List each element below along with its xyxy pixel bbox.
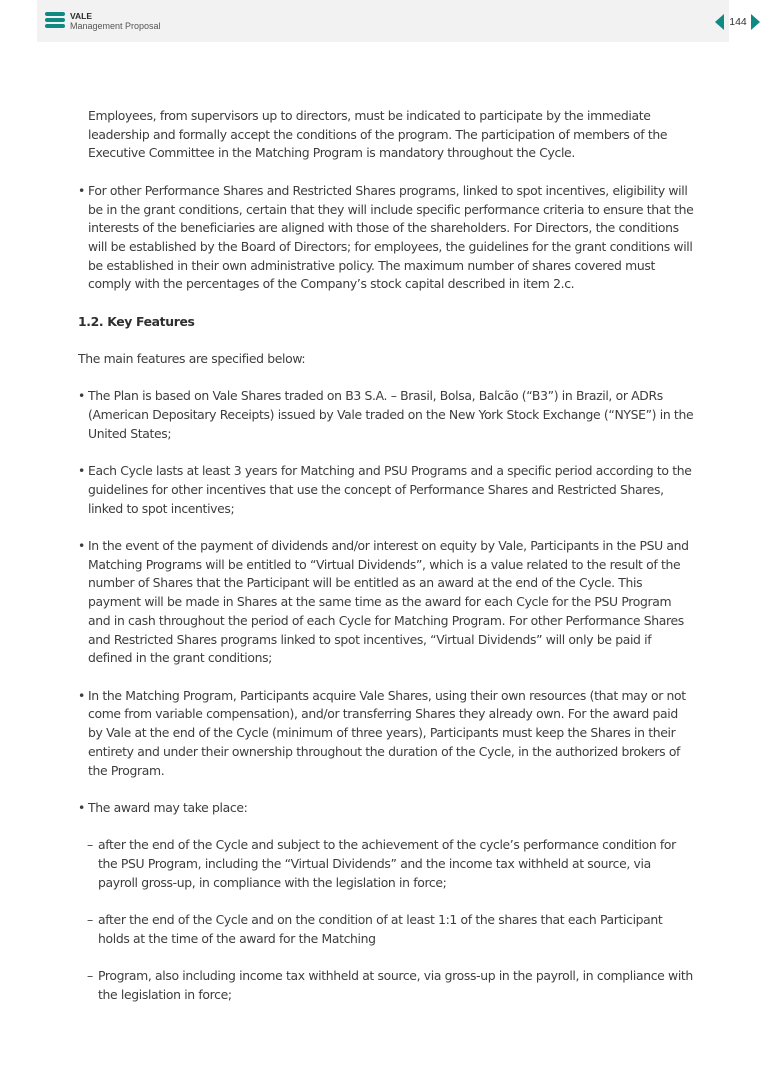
dash-item — [78, 836, 694, 892]
bullet-other-programs: • For other Performance Shares and Restricted Shares programs, linked to spot incentives, eligibility will be in the grant conditions, certain that they will include specific performance criteria to ensure that the interests of the beneficiaries are aligned with those of the shareholders. For Directors, the conditions will be established by the Board of Directors; for employees, the guidelines for the grant conditions will be established in their own administrative policy. The maximum number of shares covered must comply with the percentages of the Company’s stock capital described in item 2.c. — [78, 182, 694, 294]
document-title: Management Proposal — [70, 21, 161, 31]
section-intro: The main features are specified below: — [78, 351, 306, 367]
dash-mark: – — [87, 837, 93, 853]
dash-item-text: after the end of the Cycle and subject to the achievement of the cycle’s performance condition for the PSU Program, including the “Virtual Dividends” and the income tax withheld at source, via payroll gross-up, in compliance with the legislation in force; — [98, 837, 676, 890]
page-header — [37, 0, 747, 42]
dash-item — [78, 967, 694, 1004]
dash-item-text: Program, also including income tax withheld at source, via gross-up in the payroll, in compliance with the legislation in force; — [98, 968, 693, 1002]
section-heading: 1.2. Key Features — [78, 313, 195, 329]
list-item: • In the Matching Program, Participants acquire Vale Shares, using their own resources (that may or not come from variable compensation), and/or transferring Shares they already own. For the award paid by Vale at the end of the Cycle (minimum of three years), Participants must keep the Shares in their entirety and under their ownership throughout the duration of the Cycle, in the authorized brokers of the Program. — [78, 687, 694, 781]
menu-logo-icon — [45, 12, 65, 29]
dash-mark: – — [87, 912, 93, 928]
list-item: • In the event of the payment of dividends and/or interest on equity by Vale, Participants in the PSU and Matching Programs will be entitled to “Virtual Dividends”, which is a value related to the result of the number of Shares that the Participant will be entitled as an award at the end of the Cycle. This payment will be made in Shares at the same time as the award for each Cycle for the PSU Program and in cash throughout the period of each Cycle for Matching Program. For other Performance Shares and Restricted Shares programs linked to spot incentives, “Virtual Dividends” will only be paid if defined in the grant conditions; — [78, 537, 694, 668]
dash-item — [78, 911, 694, 948]
brand-name: VALE — [70, 11, 93, 21]
list-item: • The Plan is based on Vale Shares traded on B3 S.A. – Brasil, Bolsa, Balcão (“B3”) in Brazil, or ADRs (American Depositary Receipts) issued by Vale traded on the New York Stock Exchange (“NYSE”) in the United States; — [78, 387, 694, 443]
document-body — [78, 107, 694, 1023]
list-item: • Each Cycle lasts at least 3 years for Matching and PSU Programs and a specific period according to the guidelines for other incentives that use the concept of Performance Shares and Restricted Shares, linked to spot incentives; — [78, 462, 694, 518]
list-item: • The award may take place: — [78, 799, 694, 818]
page-number: 144 — [729, 16, 747, 28]
dash-item-text: after the end of the Cycle and on the condition of at least 1:1 of the shares that each Participant holds at the time of the award for the Matching — [98, 912, 663, 946]
intro-paragraph: Employees, from supervisors up to directors, must be indicated to participate by the immediate leadership and formally accept the conditions of the program. The participation of members of the Executive Committee in the Matching Program is mandatory throughout the Cycle. — [88, 108, 668, 161]
dash-mark: – — [87, 968, 93, 984]
previous-page-icon[interactable] — [715, 14, 724, 30]
next-page-icon[interactable] — [751, 14, 760, 30]
